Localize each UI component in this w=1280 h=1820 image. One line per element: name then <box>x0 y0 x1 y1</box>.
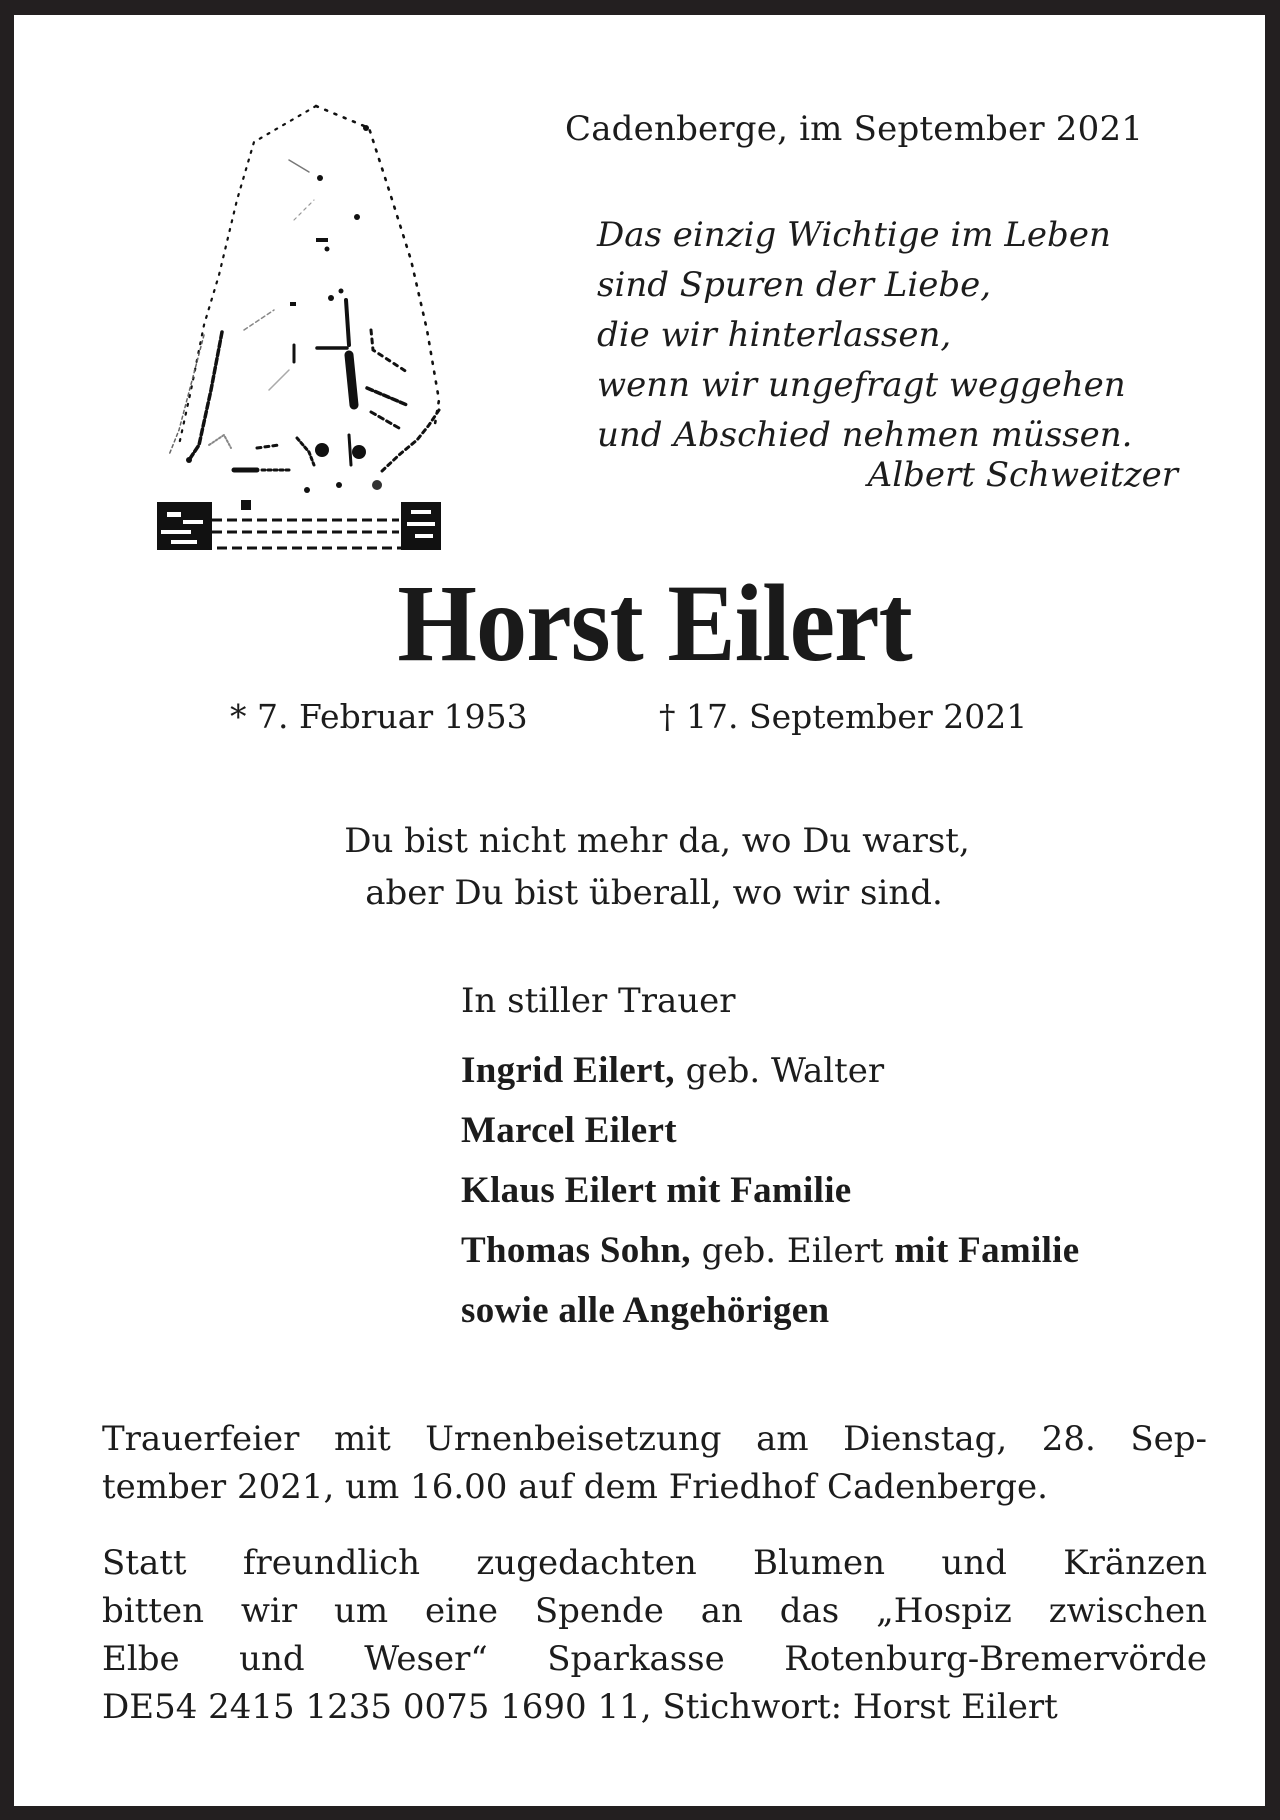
donation-line: DE54 2415 1235 0075 1690 11, Stichwort: Horst Eilert <box>102 1687 1058 1727</box>
verse-line: Du bist nicht mehr da, wo Du warst, <box>344 821 970 861</box>
deceased-name <box>14 563 1280 683</box>
donation-info <box>102 1539 1207 1731</box>
deceased-name-text: Horst Eilert <box>397 562 913 684</box>
mourner-note: geb. Eilert <box>690 1231 895 1271</box>
memorial-verse <box>14 815 1280 919</box>
mourner-family: mit Familie <box>894 1230 1080 1271</box>
mourner-row <box>461 1107 1079 1167</box>
death-date: † 17. September 2021 <box>659 697 1028 736</box>
mourner-name: Ingrid Eilert, <box>461 1050 675 1091</box>
quote-line: sind Spuren der Liebe, <box>597 265 992 305</box>
mourner-name: Klaus Eilert mit Familie <box>461 1170 852 1211</box>
mourner-note: geb. Walter <box>674 1051 885 1091</box>
quote-author: Albert Schweitzer <box>867 455 1178 495</box>
donation-line: Elbe und Weser“ Sparkasse Rotenburg-Bremervörde <box>102 1639 1207 1679</box>
quote <box>597 210 1132 460</box>
mourner-name: sowie alle Angehörigen <box>461 1290 830 1331</box>
verse-line: aber Du bist überall, wo wir sind. <box>365 873 943 913</box>
mourners-list <box>461 977 1079 1347</box>
mourner-row <box>461 1287 1079 1347</box>
donation-line: Statt freundlich zugedachten Blumen und Kränzen <box>102 1543 1207 1583</box>
birth-date: * 7. Februar 1953 <box>230 697 528 736</box>
mourner-name: Thomas Sohn, <box>461 1230 691 1271</box>
ceremony-line: Trauerfeier mit Urnenbeisetzung am Dienstag, 28. Sep- <box>102 1419 1207 1459</box>
ceremony-line: tember 2021, um 16.00 auf dem Friedhof Cadenberge. <box>102 1467 1048 1507</box>
donation-line: bitten wir um eine Spende an das „Hospiz zwischen <box>102 1591 1207 1631</box>
mourner-row <box>461 1047 1079 1107</box>
quote-line: die wir hinterlassen, <box>597 315 952 355</box>
place-date: Cadenberge, im September 2021 <box>565 109 1144 149</box>
quote-line: und Abschied nehmen müssen. <box>597 415 1133 455</box>
sailing-ship-icon <box>149 100 444 555</box>
mourner-row <box>461 1227 1079 1287</box>
quote-line: wenn wir ungefragt weggehen <box>597 365 1126 405</box>
ceremony-info <box>102 1415 1207 1511</box>
mourner-row <box>461 1167 1079 1227</box>
mourner-name: Marcel Eilert <box>461 1110 677 1151</box>
quote-line: Das einzig Wichtige im Leben <box>597 215 1111 255</box>
mourners-intro: In stiller Trauer <box>461 981 736 1021</box>
